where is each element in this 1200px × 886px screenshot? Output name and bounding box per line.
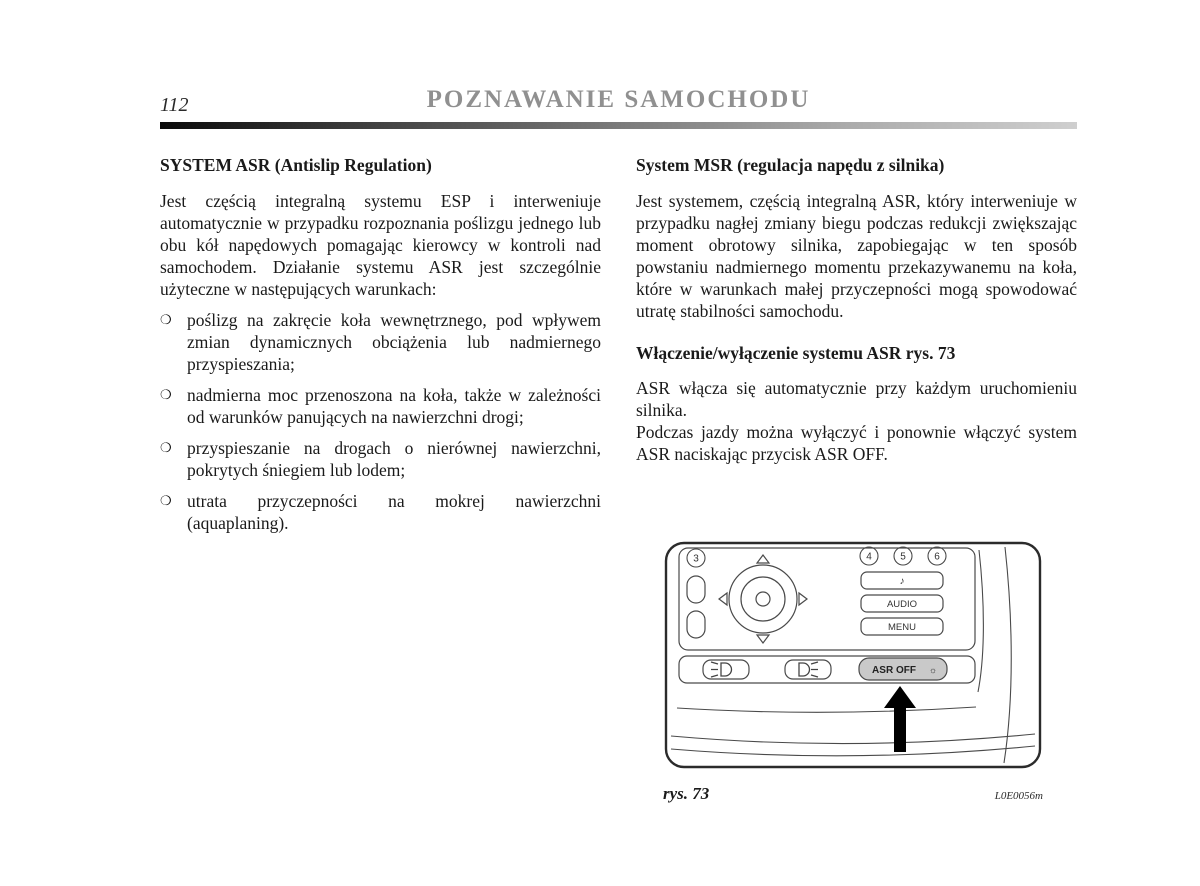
menu-button-label: MENU [888,622,916,633]
list-item-text: przyspieszanie na drogach o nierównej nawierzchni, pokrytych śniegiem lub lodem; [187,438,601,480]
figure-drawing [663,540,1043,770]
figure-code: L0E0056m [994,790,1043,802]
list-item [160,437,601,481]
asr-off-indicator-icon: ☼ [928,665,938,675]
audio-button-label: AUDIO [886,599,918,610]
list-item-text: nadmierna moc przenoszona na koła, także w zależności od warunków panujących na nawierzchni drogi; [187,385,601,427]
page-number: 112 [160,94,189,116]
figure-caption-row [663,784,1043,804]
asr-toggle-subheading: Włączenie/wyłączenie systemu ASR rys. 73 [636,343,956,363]
asr-toggle-paragraph-2: Podczas jazdy można wyłączyć i ponownie włączyć system ASR naciskając przycisk ASR OFF. [636,422,1077,464]
preset-button-6-label: 6 [934,551,940,563]
manual-page [160,86,1077,543]
preset-button-3-label: 3 [693,553,699,565]
list-item-text: poślizg na zakręcie koła wewnętrznego, pod wpływem zmian dynamicznych obciążenia lub nadmiernego przyspieszania; [187,310,601,374]
right-column [636,154,1077,543]
header-rule [160,122,1077,129]
figure-caption: rys. 73 [663,784,710,803]
bullet-icon: ❍ [160,387,172,402]
figure-frame [666,543,1040,767]
asr-intro-paragraph: Jest częścią integralną systemu ESP i interweniuje automatycznie w przypadku rozpoznania poślizgu jednego lub obu kół napędowych pomagając kierowcy w kontroli nad samochodem. Działanie systemu ASR jest szczególnie użyteczne w następujących warunkach: [160,191,601,299]
left-column [160,154,601,543]
page-header [160,86,1077,122]
bullet-icon: ❍ [160,312,172,327]
page-title: POZNAWANIE SAMOCHODU [426,86,811,113]
msr-heading: System MSR (regulacja napędu z silnika) [636,155,945,175]
asr-heading: SYSTEM ASR (Antislip Regulation) [160,155,432,175]
preset-button-4-label: 4 [866,551,872,563]
bullet-icon: ❍ [160,493,172,508]
preset-button-5-label: 5 [900,551,906,563]
bullet-icon: ❍ [160,440,172,455]
msr-paragraph: Jest systemem, częścią integralną ASR, który interweniuje w przypadku nagłej zmiany biegu podczas redukcji zwiększając moment obrotowy silnika, zapobiegając w ten sposób powstaniu nadmiernego momentu przekazywanemu na koła, które w warunkach małej przyczepności mogą spowodować utratę stabilności samochodu. [636,191,1077,321]
list-item [160,384,601,428]
asr-conditions-list [160,309,601,534]
list-item-text: utrata przyczepności na mokrej nawierzchni (aquaplaning). [187,491,601,533]
figure-rys-73 [663,540,1043,804]
asr-off-button-label: ASR OFF [872,665,916,676]
speaker-icon: ♪ [899,576,905,587]
content-columns [160,154,1077,543]
list-item [160,490,601,534]
list-item [160,309,601,375]
asr-toggle-paragraph-1: ASR włącza się automatycznie przy każdym uruchomieniu silnika. [636,378,1077,420]
